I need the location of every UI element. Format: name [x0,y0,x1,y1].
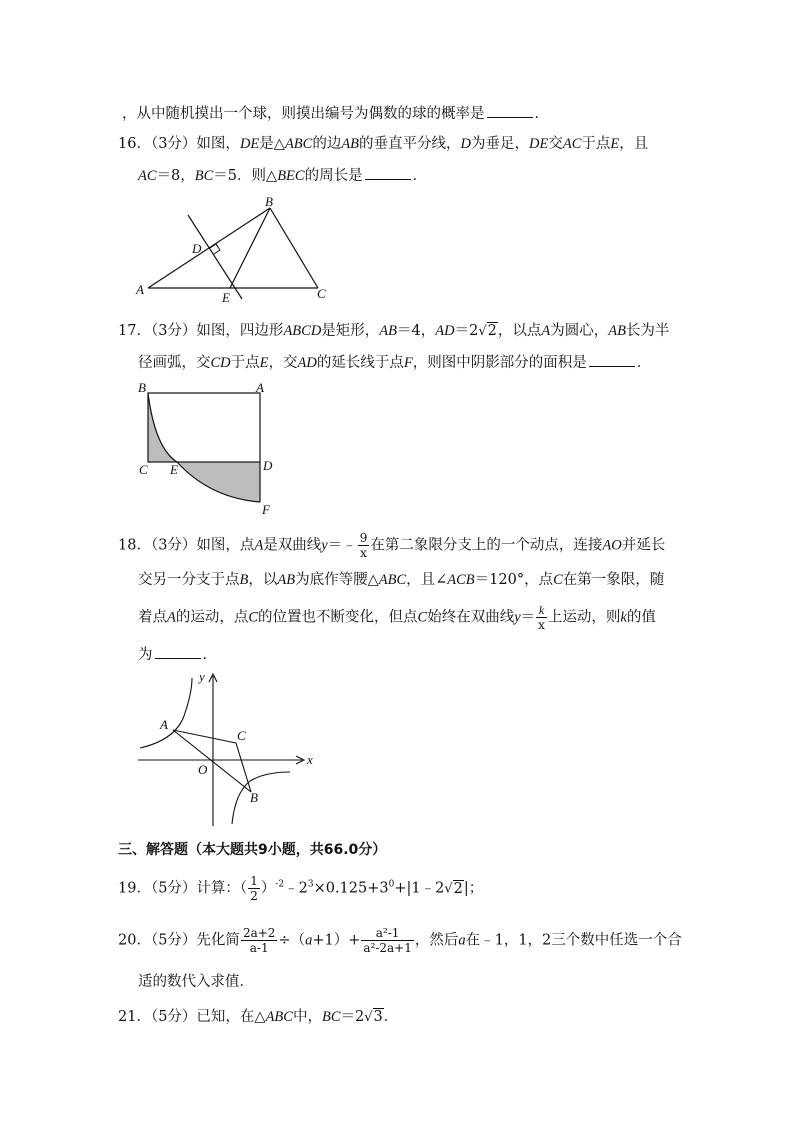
q18-hyperbola-branch-fourth-quadrant [232,772,290,824]
q16-segment-be [230,208,270,288]
q17-label-f: F [262,502,270,517]
q15-text: ，从中随机摸出一个球，则摸出编号为偶数的球的概率是 [122,106,485,122]
q17-answer-blank[interactable] [589,352,635,367]
q16-label-a: A [136,282,144,297]
q20-fraction-1: $\frac{2a+2}{a-1}$ [242,926,276,955]
q18-line2: 交另一分支于点B，以AB为底作等腰△ABC，且∠ACB＝120°，点C在第一象限，随 [138,572,665,588]
q17-shaded-region-right [177,462,260,502]
q17-label-d: D [263,458,273,473]
q19-line: 19．（5分）计算：（ $\frac{1}{2}$ ）$^{-2}﹣2^3\times 0.125+3^0+|1﹣2√2|$； [118,874,484,903]
q16-segment-bc [270,208,318,288]
q18-line4: 为 ． [138,644,217,665]
q20-line2: 适的数代入求值． [138,974,254,990]
q21-line: 21．（5分）已知，在△ABC中，BC＝2√3． [118,1009,399,1025]
q19-fraction-half: $\frac{1}{2}$ [250,874,258,903]
q18-fraction-9-over-x: $\frac{9}{x}$ [359,531,368,560]
q16-figure [130,195,340,305]
q17-shaded-region-left [148,393,177,462]
q18-label-o: O [198,762,208,777]
q18-fraction-k-over-x: $\frac{k}{x}$ [538,603,545,632]
q17-label-e: E [170,462,178,477]
q18-segment-ac [173,730,236,743]
q18-label-a: A [160,717,168,732]
q17-line1: 17．（3分）如图，四边形ABCD是矩形，AB＝4，AD＝2√2，以点A为圆心，AB长为半 [118,323,670,339]
section-3-heading: 三、解答题（本大题共9小题，共66.0分） [118,842,387,858]
q18-figure [130,668,330,828]
q18-label-b: B [250,790,258,805]
q20-fraction-2: $\frac{\text{a²-1}}{\text{a²-2a+1}}$ [363,926,412,955]
q18-label-y: y [199,669,205,684]
q18-label-c: C [237,728,246,743]
q18-segment-cb [236,743,251,792]
q20-line1: 20．（5分）先化简 $\frac{2a+2}{a-1}$ ÷（a+1）+ $\frac{\text{a²-1}}{\text{a²-2a+1}}$ ，然后a在﹣1，1，2三个数中任选一个合 [118,926,682,955]
q15-answer-blank[interactable] [487,103,533,118]
q17-label-a: A [256,380,264,395]
q16-label-e: E [222,290,230,305]
q16-line1: 16．（3分）如图，DE是△ABC的边AB的垂直平分线，D为垂足，DE交AC于点E，且 [118,136,649,152]
q17-line2: 径画弧，交CD于点E，交AD的延长线于点F，则图中阴影部分的面积是 ． [138,352,651,373]
q18-line3: 着点A的运动，点C的位置也不断变化，但点C始终在双曲线y＝ $\frac{k}{x}$ 上运动，则k的值 [138,603,656,632]
q17-label-b: B [138,380,146,395]
q16-answer-blank[interactable] [365,165,411,180]
q16-label-d: D [192,241,202,256]
q18-line1: 18．（3分）如图，点A是双曲线y＝﹣ $\frac{9}{x}$ 在第二象限分支上的一个动点，连接AO并延长 [118,531,666,560]
q18-hyperbola-branch-second-quadrant [140,678,192,748]
q15-line: ，从中随机摸出一个球，则摸出编号为偶数的球的概率是 ． [122,103,549,124]
q18-label-x: x [307,752,313,767]
q17-label-c: C [139,462,148,477]
q17-figure [130,378,280,518]
q16-label-c: C [317,286,326,301]
q16-label-b: B [265,195,273,209]
q18-answer-blank[interactable] [155,644,201,659]
q16-line2: AC＝8，BC＝5．则△BEC的周长是 ． [138,165,427,186]
